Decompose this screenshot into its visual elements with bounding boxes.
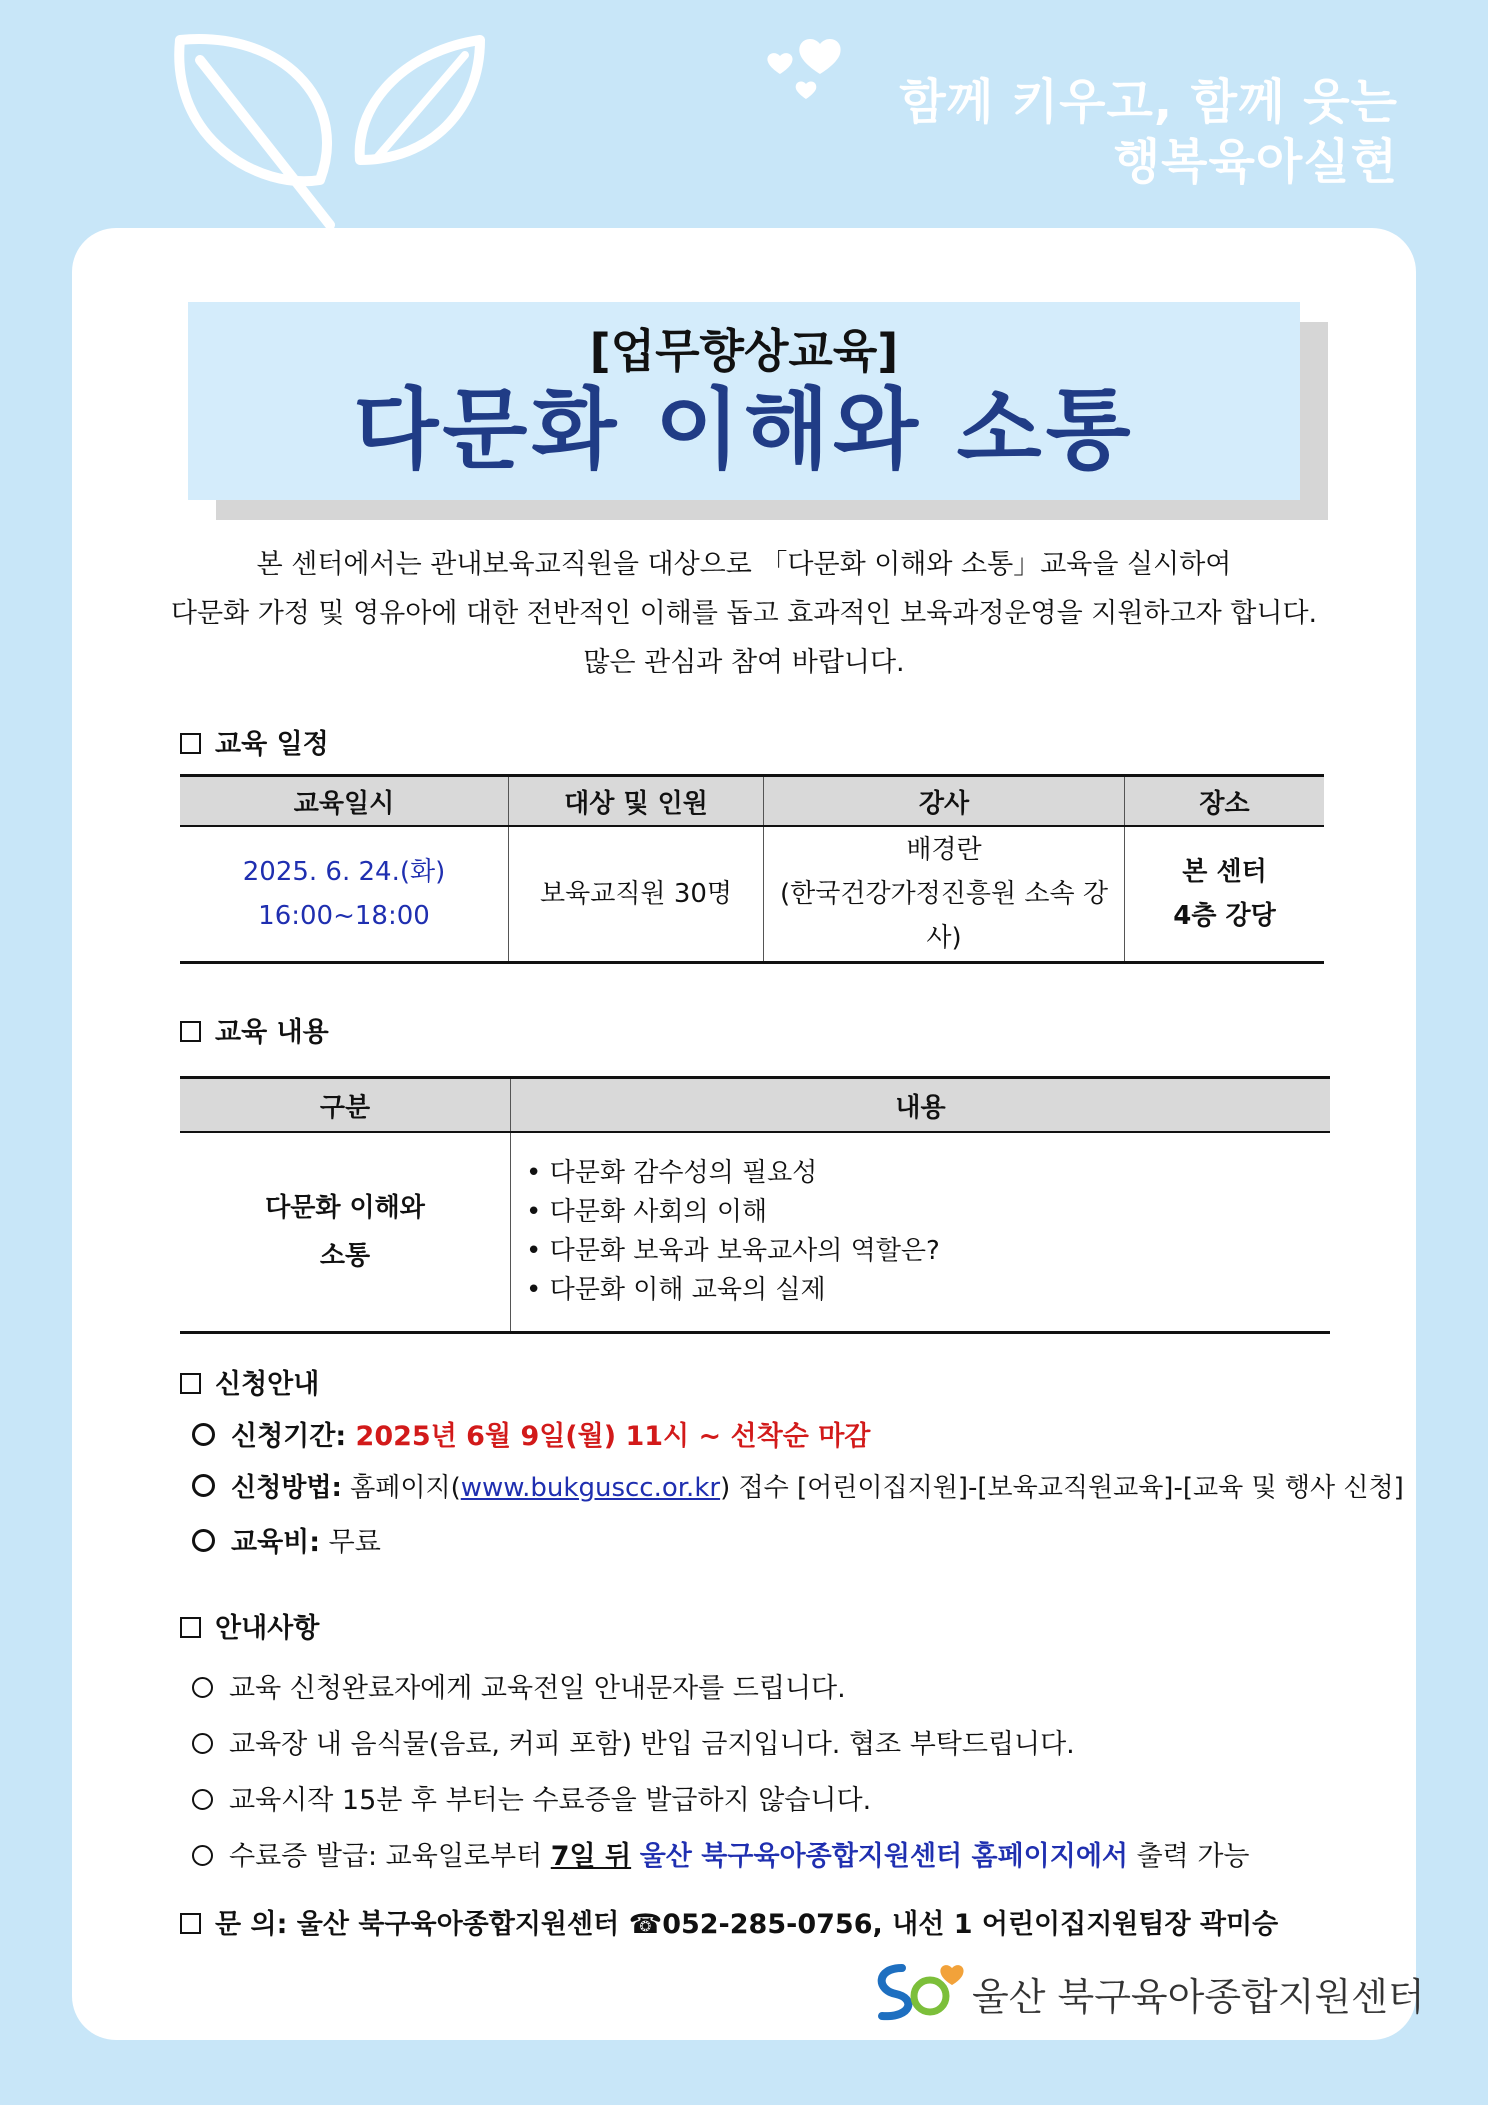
header-target: 대상 및 인원 [509,776,764,827]
list-item-text: 다문화 감수성의 필요성 [549,1158,818,1188]
slogan-line1: 함께 키우고, 함께 웃는 [899,74,1398,130]
section-content-heading [180,1010,329,1049]
notice-item-underline: 7일 뒤 [550,1841,632,1872]
place-line2: 4층 강당 [1173,901,1276,931]
section-schedule-heading [180,722,329,761]
method-label: 신청방법: [231,1473,342,1503]
circle-bullet-icon [192,1733,213,1754]
section-apply-heading [180,1362,319,1401]
header-content: 내용 [511,1078,1331,1133]
apply-period [192,1414,870,1453]
intro-line3: 많은 관심과 참여 바랍니다. [583,647,905,678]
title-box [188,302,1300,500]
notice-item-text: 교육시작 15분 후 부터는 수료증을 발급하지 않습니다. [229,1785,872,1816]
contact-line [180,1902,1278,1941]
cell-date [180,826,509,963]
section-notice-heading [180,1606,319,1645]
notice-item-text: 교육장 내 음식물(음료, 커피 포함) 반입 금지입니다. 협조 부탁드립니다. [229,1729,1075,1760]
checkbox-square-icon [180,1913,201,1934]
schedule-table [180,774,1324,964]
header-lecturer: 강사 [764,776,1125,827]
page-title: 다문화 이해와 소통 [353,378,1135,481]
header-category: 구분 [180,1078,511,1133]
slogan [899,72,1398,192]
checkbox-square-icon [180,1617,201,1638]
circle-bullet-icon [192,1677,213,1698]
list-item-text: 다문화 사회의 이해 [549,1197,768,1227]
section-notice-label: 안내사항 [215,1613,320,1644]
period-value: 2025년 6월 9일(월) 11시 ~ 선착순 마감 [355,1421,871,1452]
section-content-label: 교육 내용 [215,1017,329,1048]
homepage-link[interactable]: www.bukguscc.or.kr [460,1473,721,1503]
circle-bullet-icon [192,1474,215,1497]
table-header-row [180,776,1324,827]
method-post: ) 접수 [어린이집지원]-[보육교직원교육]-[교육 및 행사 신청] [720,1473,1404,1503]
section-apply-label: 신청안내 [215,1369,320,1400]
notice-item-blue: 울산 북구육아종합지원센터 홈페이지에서 [639,1841,1128,1872]
cell-content-list [511,1132,1331,1333]
header-date: 교육일시 [180,776,509,827]
table-row [180,826,1324,963]
slogan-line2: 행복육아실현 [1113,134,1398,190]
cell-lecturer [764,826,1125,963]
circle-bullet-icon [192,1845,213,1866]
list-item-text: 다문화 보육과 보육교사의 역할은? [549,1236,940,1266]
category-line1: 다문화 이해와 [265,1193,425,1223]
list-item: • 다문화 보육과 보육교사의 역할은? [526,1236,940,1266]
content-table [180,1076,1330,1334]
notice-item [192,1834,1250,1873]
contact-label: 문 의: [215,1909,288,1940]
apply-method [192,1467,1404,1504]
intro-text [160,540,1328,687]
cell-category [180,1132,511,1333]
method-pre: 홈페이지( [350,1473,461,1503]
section-schedule-label: 교육 일정 [215,729,329,760]
title-sub: [업무향상교육] [589,324,899,378]
hearts-icon [760,34,860,114]
notice-item [192,1722,1075,1761]
circle-bullet-icon [192,1529,215,1552]
checkbox-square-icon [180,1373,201,1394]
footer-org-name: 울산 북구육아종합지원센터 [972,1975,1425,2019]
notice-item [192,1666,846,1705]
category-line2: 소통 [319,1241,371,1271]
fee-value: 무료 [328,1527,381,1558]
apply-fee [192,1520,381,1559]
notice-item-post: 출력 가능 [1136,1841,1250,1872]
org-logo-icon [872,1960,968,2024]
checkbox-square-icon [180,733,201,754]
leaf-icon [160,20,500,230]
contact-value: 울산 북구육아종합지원센터 ☎052-285-0756, 내선 1 어린이집지원팀장 곽미승 [296,1909,1279,1940]
time-text: 16:00~18:00 [258,901,430,931]
intro-line2: 다문화 가정 및 영유아에 대한 전반적인 이해를 돕고 효과적인 보육과정운영을 지원하고자 합니다. [170,598,1318,629]
notice-item-text: 교육 신청완료자에게 교육전일 안내문자를 드립니다. [229,1673,846,1704]
fee-label: 교육비: [231,1527,321,1558]
table-row [180,1132,1330,1333]
list-item: • 다문화 감수성의 필요성 [526,1158,818,1188]
date-text: 2025. 6. 24.(화) [242,857,446,887]
period-label: 신청기간: [231,1421,347,1452]
notice-item-text: 수료증 발급: 교육일로부터 [229,1841,543,1872]
cell-target: 보육교직원 30명 [509,826,764,963]
list-item-text: 다문화 이해 교육의 실제 [549,1275,826,1305]
header-place: 장소 [1125,776,1325,827]
lecturer-org: (한국건강가정진흥원 소속 강사) [779,879,1109,953]
place-line1: 본 센터 [1182,857,1267,887]
cell-place [1125,826,1325,963]
table-header-row [180,1078,1330,1133]
checkbox-square-icon [180,1021,201,1042]
list-item: • 다문화 이해 교육의 실제 [526,1275,826,1305]
circle-bullet-icon [192,1789,213,1810]
circle-bullet-icon [192,1423,215,1446]
lecturer-name: 배경란 [906,835,982,865]
intro-line1: 본 센터에서는 관내보육교직원을 대상으로 「다문화 이해와 소통」교육을 실시하여 [256,549,1232,580]
list-item: • 다문화 사회의 이해 [526,1197,768,1227]
notice-item [192,1778,871,1817]
